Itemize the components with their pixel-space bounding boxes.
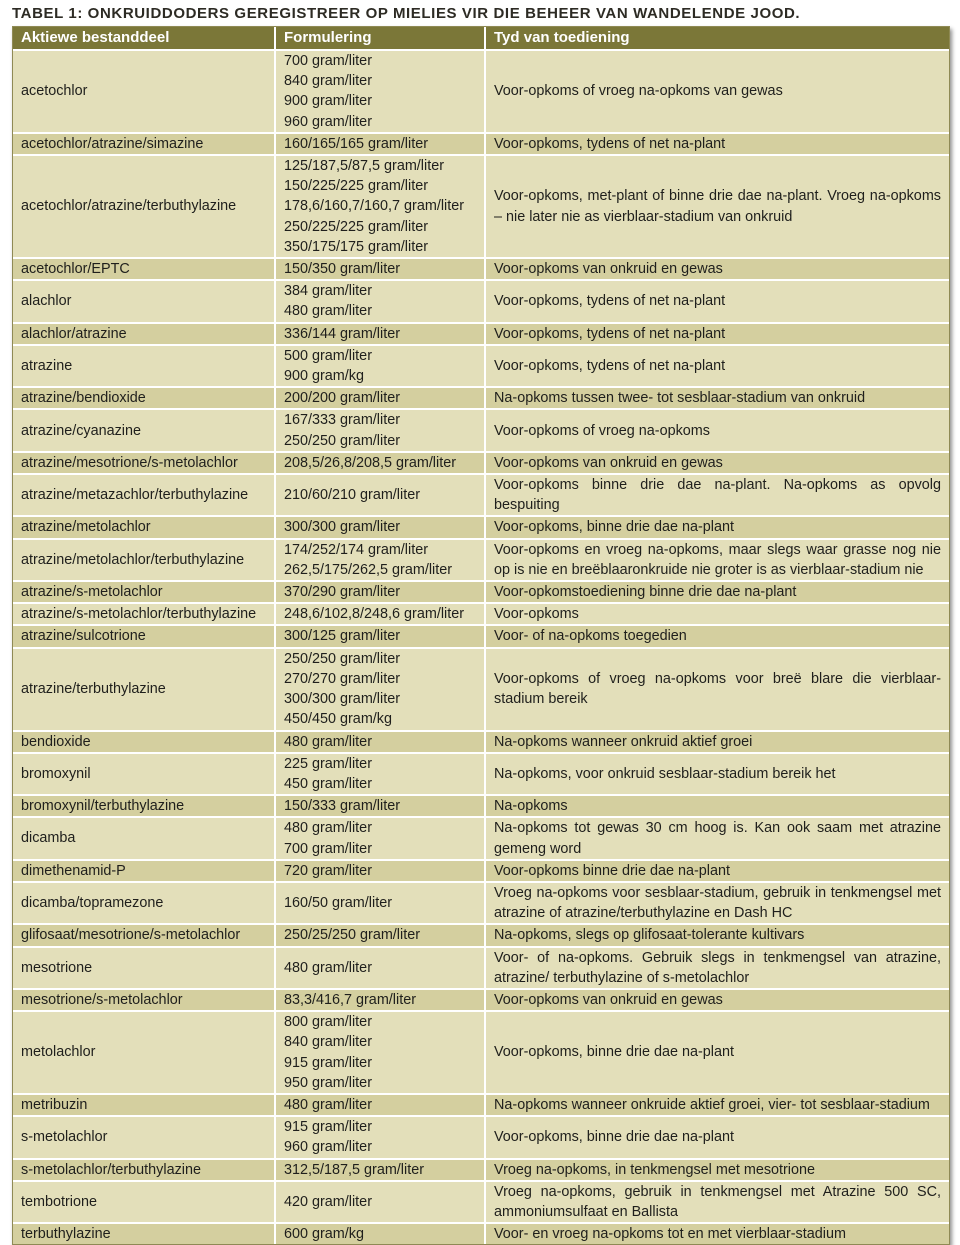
cell-formulation	[275, 648, 485, 731]
cell-formulation	[275, 539, 485, 581]
cell-application-time: Voor-opkoms, tydens of net na-plant	[485, 323, 949, 345]
cell-active-ingredient: bromoxynil/terbuthylazine	[13, 795, 275, 817]
cell-formulation	[275, 155, 485, 258]
cell-formulation	[275, 133, 485, 155]
formulation-line: 300/300 gram/liter	[284, 519, 400, 536]
cell-formulation	[275, 1116, 485, 1158]
table-row	[13, 539, 949, 581]
cell-active-ingredient: atrazine/cyanazine	[13, 409, 275, 451]
cell-application-time: Voor-opkoms binne drie dae na-plant. Na-opkoms as opvolg bespuiting	[485, 474, 949, 516]
cell-formulation	[275, 280, 485, 322]
cell-application-time: Voor-opkoms, tydens of net na-plant	[485, 133, 949, 155]
cell-application-time: Voor-opkoms, tydens of net na-plant	[485, 280, 949, 322]
table-row	[13, 452, 949, 474]
header-application-time: Tyd van toediening	[485, 27, 949, 50]
formulation-line: 840 gram/liter	[284, 73, 372, 90]
cell-application-time: Na-opkoms, voor onkruid sesblaar-stadium bereik het	[485, 753, 949, 795]
formulation-line: 300/300 gram/liter	[284, 691, 400, 708]
cell-application-time: Vroeg na-opkoms voor sesblaar-stadium, gebruik in tenkmengsel met atrazine of atrazine/terbuthylazine en Dash HC	[485, 882, 949, 924]
cell-active-ingredient: atrazine/sulcotrione	[13, 625, 275, 647]
cell-formulation	[275, 860, 485, 882]
formulation-line: 250/250 gram/liter	[284, 432, 400, 449]
table-row	[13, 133, 949, 155]
cell-formulation	[275, 882, 485, 924]
cell-formulation	[275, 323, 485, 345]
formulation-line: 336/144 gram/liter	[284, 325, 400, 342]
header-row	[13, 27, 949, 50]
table-row	[13, 280, 949, 322]
cell-formulation	[275, 50, 485, 133]
cell-formulation	[275, 581, 485, 603]
cell-formulation	[275, 817, 485, 859]
table-row	[13, 947, 949, 989]
cell-formulation	[275, 603, 485, 625]
formulation-line: 250/25/250 gram/liter	[284, 927, 420, 944]
cell-formulation	[275, 731, 485, 753]
cell-application-time: Voor-opkoms van onkruid en gewas	[485, 452, 949, 474]
formulation-line: 208,5/26,8/208,5 gram/liter	[284, 454, 456, 471]
table-row	[13, 387, 949, 409]
cell-application-time: Voor-opkoms, tydens of net na-plant	[485, 345, 949, 387]
formulation-line: 600 gram/kg	[284, 1226, 364, 1243]
cell-application-time: Voor-opkoms en vroeg na-opkoms, maar slegs waar grasse nog nie op is nie en breëblaaronkruide nie groter is as vierblaar-stadium nie	[485, 539, 949, 581]
cell-formulation	[275, 924, 485, 946]
cell-formulation	[275, 625, 485, 647]
cell-application-time: Voor-opkoms binne drie dae na-plant	[485, 860, 949, 882]
cell-formulation	[275, 1223, 485, 1244]
cell-application-time: Na-opkoms tussen twee- tot sesblaar-stadium van onkruid	[485, 387, 949, 409]
formulation-line: 150/333 gram/liter	[284, 798, 400, 815]
cell-application-time: Na-opkoms wanneer onkruid aktief groei	[485, 731, 949, 753]
cell-formulation	[275, 516, 485, 538]
cell-active-ingredient: metribuzin	[13, 1094, 275, 1116]
formulation-line: 83,3/416,7 gram/liter	[284, 991, 416, 1008]
table-row	[13, 1159, 949, 1181]
cell-active-ingredient: atrazine/metazachlor/terbuthylazine	[13, 474, 275, 516]
table-row	[13, 603, 949, 625]
formulation-line: 450 gram/liter	[284, 775, 372, 792]
cell-active-ingredient: dicamba	[13, 817, 275, 859]
cell-active-ingredient: s-metolachlor/terbuthylazine	[13, 1159, 275, 1181]
formulation-line: 250/225/225 gram/liter	[284, 218, 428, 235]
cell-application-time: Voor-opkomstoediening binne drie dae na-plant	[485, 581, 949, 603]
cell-formulation	[275, 387, 485, 409]
formulation-line: 700 gram/liter	[284, 840, 372, 857]
formulation-line: 384 gram/liter	[284, 283, 372, 300]
cell-active-ingredient: alachlor/atrazine	[13, 323, 275, 345]
table-row	[13, 795, 949, 817]
cell-active-ingredient: bendioxide	[13, 731, 275, 753]
formulation-line: 262,5/175/262,5 gram/liter	[284, 561, 453, 578]
cell-formulation	[275, 753, 485, 795]
formulation-line: 178,6/160,7/160,7 gram/liter	[284, 198, 465, 215]
cell-formulation	[275, 345, 485, 387]
cell-application-time: Voor-opkoms, binne drie dae na-plant	[485, 516, 949, 538]
formulation-line: 125/187,5/87,5 gram/liter	[284, 158, 444, 175]
formulation-line: 200/200 gram/liter	[284, 390, 400, 407]
formulation-line: 480 gram/liter	[284, 959, 372, 976]
formulation-line: 915 gram/liter	[284, 1054, 372, 1071]
cell-active-ingredient: bromoxynil	[13, 753, 275, 795]
cell-active-ingredient: s-metolachlor	[13, 1116, 275, 1158]
header-active-ingredient: Aktiewe bestanddeel	[13, 27, 275, 50]
cell-active-ingredient: alachlor	[13, 280, 275, 322]
cell-active-ingredient: metolachlor	[13, 1011, 275, 1094]
table-row	[13, 409, 949, 451]
cell-formulation	[275, 989, 485, 1011]
cell-active-ingredient: mesotrione/s-metolachlor	[13, 989, 275, 1011]
table-row	[13, 731, 949, 753]
table-row	[13, 50, 949, 133]
cell-active-ingredient: atrazine	[13, 345, 275, 387]
cell-active-ingredient: glifosaat/mesotrione/s-metolachlor	[13, 924, 275, 946]
cell-application-time: Voor-opkoms van onkruid en gewas	[485, 258, 949, 280]
table-row	[13, 1223, 949, 1244]
formulation-line: 150/225/225 gram/liter	[284, 178, 428, 195]
cell-application-time: Vroeg na-opkoms, gebruik in tenkmengsel met Atrazine 500 SC, ammoniumsulfaat en Ballista	[485, 1181, 949, 1223]
cell-active-ingredient: atrazine/bendioxide	[13, 387, 275, 409]
cell-active-ingredient: terbuthylazine	[13, 1223, 275, 1244]
cell-formulation	[275, 1181, 485, 1223]
cell-formulation	[275, 1011, 485, 1094]
table-row	[13, 1011, 949, 1094]
cell-application-time: Na-opkoms tot gewas 30 cm hoog is. Kan ook saam met atrazine gemeng word	[485, 817, 949, 859]
cell-application-time: Voor-opkoms of vroeg na-opkoms van gewas	[485, 50, 949, 133]
table-row	[13, 882, 949, 924]
table-row	[13, 860, 949, 882]
formulation-line: 840 gram/liter	[284, 1034, 372, 1051]
formulation-line: 480 gram/liter	[284, 1096, 372, 1113]
formulation-line: 350/175/175 gram/liter	[284, 238, 428, 255]
table-row	[13, 924, 949, 946]
cell-application-time: Voor- en vroeg na-opkoms tot en met vierblaar-stadium	[485, 1223, 949, 1244]
header-formulation: Formulering	[275, 27, 485, 50]
cell-application-time: Voor-opkoms of vroeg na-opkoms voor breë blare die vierblaar-stadium bereik	[485, 648, 949, 731]
formulation-line: 270/270 gram/liter	[284, 670, 400, 687]
formulation-line: 250/250 gram/liter	[284, 650, 400, 667]
table-row	[13, 989, 949, 1011]
table-row	[13, 1181, 949, 1223]
formulation-line: 248,6/102,8/248,6 gram/liter	[284, 606, 465, 623]
formulation-line: 167/333 gram/liter	[284, 412, 400, 429]
herbicide-table	[13, 27, 949, 1244]
formulation-line: 720 gram/liter	[284, 862, 372, 879]
cell-active-ingredient: acetochlor	[13, 50, 275, 133]
cell-active-ingredient: mesotrione	[13, 947, 275, 989]
cell-active-ingredient: acetochlor/EPTC	[13, 258, 275, 280]
cell-formulation	[275, 1094, 485, 1116]
table-body	[13, 50, 949, 1244]
table-row	[13, 817, 949, 859]
formulation-line: 700 gram/liter	[284, 53, 372, 69]
cell-active-ingredient: atrazine/terbuthylazine	[13, 648, 275, 731]
cell-application-time: Vroeg na-opkoms, in tenkmengsel met mesotrione	[485, 1159, 949, 1181]
cell-application-time: Na-opkoms wanneer onkruide aktief groei, vier- tot sesblaar-stadium	[485, 1094, 949, 1116]
cell-application-time: Voor-opkoms van onkruid en gewas	[485, 989, 949, 1011]
formulation-line: 450/450 gram/kg	[284, 711, 393, 728]
formulation-line: 480 gram/liter	[284, 820, 372, 837]
table-title: TABEL 1: ONKRUIDDODERS GEREGISTREER OP MIELIES VIR DIE BEHEER VAN WANDELENDE JOOD.	[12, 5, 801, 22]
table-row	[13, 648, 949, 731]
formulation-line: 210/60/210 gram/liter	[284, 487, 420, 504]
cell-active-ingredient: acetochlor/atrazine/simazine	[13, 133, 275, 155]
cell-formulation	[275, 452, 485, 474]
cell-formulation	[275, 474, 485, 516]
table-row	[13, 474, 949, 516]
cell-formulation	[275, 947, 485, 989]
formulation-line: 900 gram/kg	[284, 368, 364, 385]
cell-active-ingredient: atrazine/s-metolachlor	[13, 581, 275, 603]
formulation-line: 900 gram/liter	[284, 93, 372, 110]
cell-application-time: Voor-opkoms, met-plant of binne drie dae na-plant. Vroeg na-opkoms – nie later nie as vierblaar-stadium van onkruid	[485, 155, 949, 258]
cell-application-time: Voor- of na-opkoms toegedien	[485, 625, 949, 647]
cell-active-ingredient: atrazine/metolachlor	[13, 516, 275, 538]
formulation-line: 480 gram/liter	[284, 303, 372, 320]
table-row	[13, 345, 949, 387]
formulation-line: 300/125 gram/liter	[284, 628, 400, 645]
cell-active-ingredient: atrazine/metolachlor/terbuthylazine	[13, 539, 275, 581]
formulation-line: 174/252/174 gram/liter	[284, 541, 428, 558]
cell-formulation	[275, 258, 485, 280]
formulation-line: 960 gram/liter	[284, 113, 372, 130]
cell-formulation	[275, 409, 485, 451]
cell-active-ingredient: atrazine/s-metolachlor/terbuthylazine	[13, 603, 275, 625]
formulation-line: 500 gram/liter	[284, 347, 372, 364]
table-row	[13, 1116, 949, 1158]
table-row	[13, 753, 949, 795]
cell-application-time: Na-opkoms, slegs op glifosaat-tolerante kultivars	[485, 924, 949, 946]
formulation-line: 312,5/187,5 gram/liter	[284, 1161, 424, 1178]
formulation-line: 915 gram/liter	[284, 1119, 372, 1136]
formulation-line: 480 gram/liter	[284, 733, 372, 750]
table-row	[13, 1094, 949, 1116]
cell-active-ingredient: dicamba/topramezone	[13, 882, 275, 924]
cell-application-time: Na-opkoms	[485, 795, 949, 817]
table-row	[13, 581, 949, 603]
formulation-line: 800 gram/liter	[284, 1014, 372, 1031]
cell-active-ingredient: dimethenamid-P	[13, 860, 275, 882]
cell-application-time: Voor-opkoms of vroeg na-opkoms	[485, 409, 949, 451]
cell-active-ingredient: tembotrione	[13, 1181, 275, 1223]
formulation-line: 420 gram/liter	[284, 1193, 372, 1210]
formulation-line: 160/50 gram/liter	[284, 895, 392, 912]
formulation-line: 150/350 gram/liter	[284, 261, 400, 278]
formulation-line: 370/290 gram/liter	[284, 584, 400, 601]
cell-active-ingredient: atrazine/mesotrione/s-metolachlor	[13, 452, 275, 474]
table-row	[13, 516, 949, 538]
table-row	[13, 258, 949, 280]
formulation-line: 160/165/165 gram/liter	[284, 135, 428, 152]
formulation-line: 950 gram/liter	[284, 1074, 372, 1091]
cell-formulation	[275, 1159, 485, 1181]
cell-application-time: Voor- of na-opkoms. Gebruik slegs in tenkmengsel van atrazine, atrazine/ terbuthylazine of s-metolachlor	[485, 947, 949, 989]
cell-active-ingredient: acetochlor/atrazine/terbuthylazine	[13, 155, 275, 258]
formulation-line: 225 gram/liter	[284, 755, 372, 772]
table-row	[13, 323, 949, 345]
table-row	[13, 625, 949, 647]
cell-application-time: Voor-opkoms, binne drie dae na-plant	[485, 1116, 949, 1158]
table-row	[13, 155, 949, 258]
cell-formulation	[275, 795, 485, 817]
formulation-line: 960 gram/liter	[284, 1139, 372, 1156]
cell-application-time: Voor-opkoms, binne drie dae na-plant	[485, 1011, 949, 1094]
herbicide-table-container	[12, 26, 950, 1245]
cell-application-time: Voor-opkoms	[485, 603, 949, 625]
